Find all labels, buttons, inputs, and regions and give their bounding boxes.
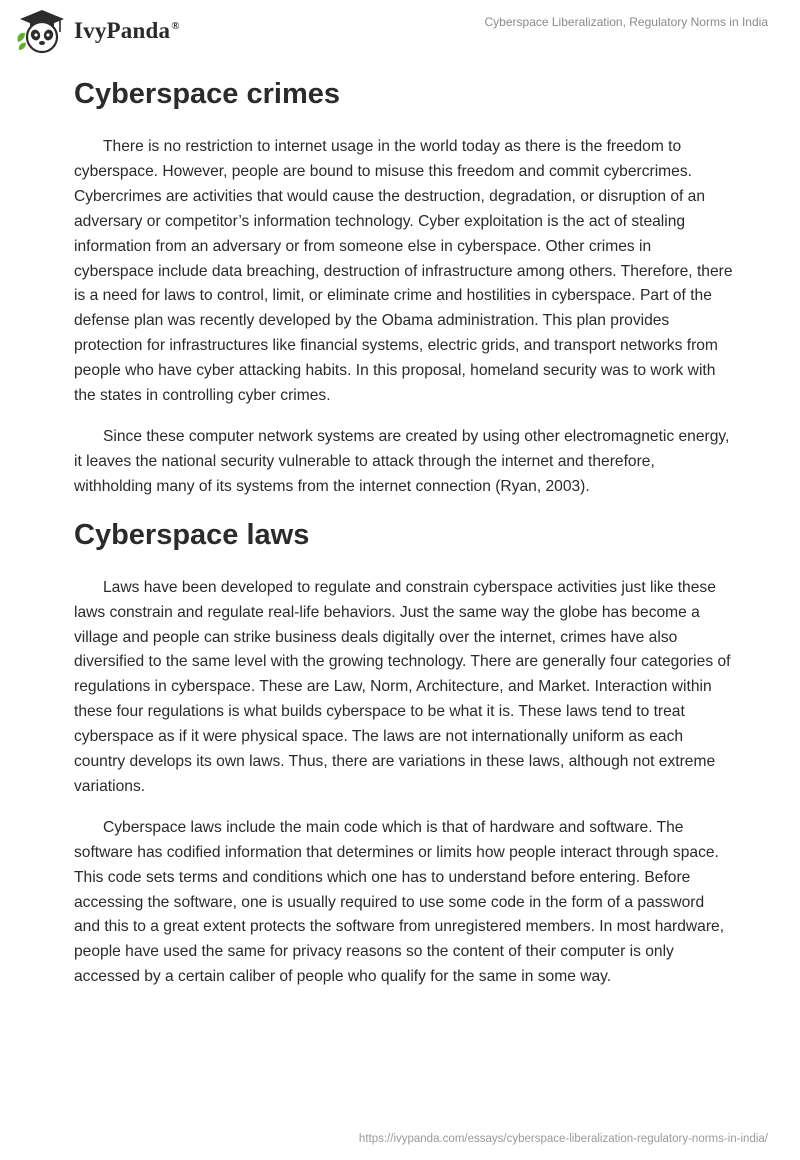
- essay-content: [74, 72, 734, 1006]
- source-url-link[interactable]: https://ivypanda.com/essays/cyberspace-liberalization-regulatory-norms-in-india/: [358, 1133, 768, 1145]
- section-heading-cyberspace-crimes: Cyberspace crimes: [74, 78, 340, 110]
- panda-graduation-cap-icon: [14, 8, 70, 54]
- paragraph: There is no restriction to internet usage in the world today as there is the freedom to cyberspace. However, people are bound to misuse this freedom and commit cybercrimes. Cybercrimes are activities that would cause the destruction, degradation, or disruption of an adversary or competitor’s information technology. Cyber exploitation is the act of stealing information from an adversary or from someone else in cyberspace. Other crimes in cyberspace include data breaching, destruction of infrastructure among others. Therefore, there is a need for laws to control, limit, or eliminate crime and hostilities in cyberspace. Part of the defense plan was recently developed by the Obama administration. This plan provides protection for infrastructures like financial systems, electric grids, and transport networks from people who have cyber attacking habits. In this proposal, homeland security was to work with the states in controlling cyber crimes.: [74, 138, 733, 405]
- document-title: Cyberspace Liberalization, Regulatory Norms in India: [484, 15, 768, 29]
- paragraph: Laws have been developed to regulate and constrain cyberspace activities just like these laws constrain and regulate real-life behaviors. Just the same way the globe has become a village and people can strike business deals digitally over the internet, crimes have also diversified to the same level with the growing technology. There are generally four categories of regulations in cyberspace. These are Law, Norm, Architecture, and Market. Interaction within these four regulations is what builds cyberspace to be what it is. These laws tend to treat cyberspace as if it were physical space. The laws are not internationally uniform as each country develops its own laws. Thus, there are variations in these laws, although not extreme variations.: [74, 578, 731, 795]
- brand-name: IvyPanda: [74, 18, 171, 43]
- paragraph: Since these computer network systems are created by using other electromagnetic energy, it leaves the national security vulnerable to attack through the internet and therefore, withholding many of its systems from the internet connection (Ryan, 2003).: [74, 427, 730, 495]
- section-heading-cyberspace-laws: Cyberspace laws: [74, 518, 310, 551]
- paragraph: Cyberspace laws include the main code which is that of hardware and software. The software has codified information that determines or limits how people interact through space. This code sets terms and conditions which one has to understand before entering. Before accessing the software, one is usually required to use some code in the form of a password and this to a great extent protects the software from unregistered members. In most hardware, people have used the same for privacy reasons so the content of their computer is only accessed by a certain caliber of people who qualify for the same in some way.: [74, 818, 725, 986]
- ivypanda-logo[interactable]: [14, 8, 180, 54]
- registered-mark: ®: [171, 20, 180, 32]
